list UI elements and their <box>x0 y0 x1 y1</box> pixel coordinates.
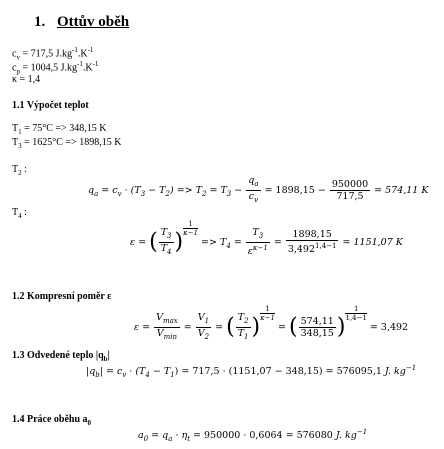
section-1-1-heading: 1.1 Výpočet teplot <box>12 100 89 111</box>
title-number: 1. <box>34 14 46 30</box>
constant-cp: $c_p = 1004,5$ $J.kg^{-1}.K^{-1}$ <box>12 60 99 76</box>
constant-cv: $c_v = 717,5$ $J.kg^{-1}.K^{-1}$ <box>12 46 94 62</box>
page-title <box>34 14 129 31</box>
equation-t4: ε = ( $\frac{T_3}{T_4}$ ) $\frac{1}{\kappa-1}$ => $T_4$ = $\frac{T_3}{\varepsilon^{\kappa-1}}$ = $\frac{1898,15}{3,492^{1,4-1}}$ = 1151,07 K <box>130 220 403 258</box>
section-1-2-heading: 1.2 Kompresní poměr ε <box>12 291 112 302</box>
t2-label: $T_2$ : <box>12 164 27 177</box>
t1-line: $T_1 = 75^\circ C => 348,15$ K <box>12 123 107 136</box>
title-text: Ottův oběh <box>57 14 130 30</box>
section-1-3-heading: 1.3 Odvedené teplo $|q_b|$ <box>12 350 110 363</box>
equation-compression-ratio: ε = $\frac{V_{max}}{V_{min}}$ = $\frac{V_1}{V_2}$ = ( $\frac{T_2}{T_1}$ ) $\frac{1}{\kappa-1}$ = ( $\frac{574,11}{348,15}$ ) $\frac{1}{1,4-1}$ = 3,492 <box>134 305 409 341</box>
t3-line: $T_3 = 1625^\circ C => 1898,15$ K <box>12 137 122 150</box>
t4-label: $T_4$ : <box>12 207 27 220</box>
section-1-4-heading: 1.4 Práce oběhu $a_0$ <box>12 414 92 427</box>
equation-rejected-heat: $|q_b| = c_v \cdot (T_4 - T_1) = 717,5 \cdot (1151,07 - 348,15) = 576095,1$ J. $kg^{-1}$ <box>86 364 417 380</box>
constant-kappa: κ = 1,4 <box>12 74 41 85</box>
equation-t2: $q_a = c_v \cdot (T_3 - T_2) => T_2 = T_3$ − $\frac{q_a}{c_v}$ = 1898,15 − $\frac{950000}{717,5}$ = 574,11 K <box>88 175 429 204</box>
equation-cycle-work: $a_0 = q_a \cdot \eta_t = 950000 \cdot 0,6064 = 576080$ J. $kg^{-1}$ <box>138 428 368 444</box>
